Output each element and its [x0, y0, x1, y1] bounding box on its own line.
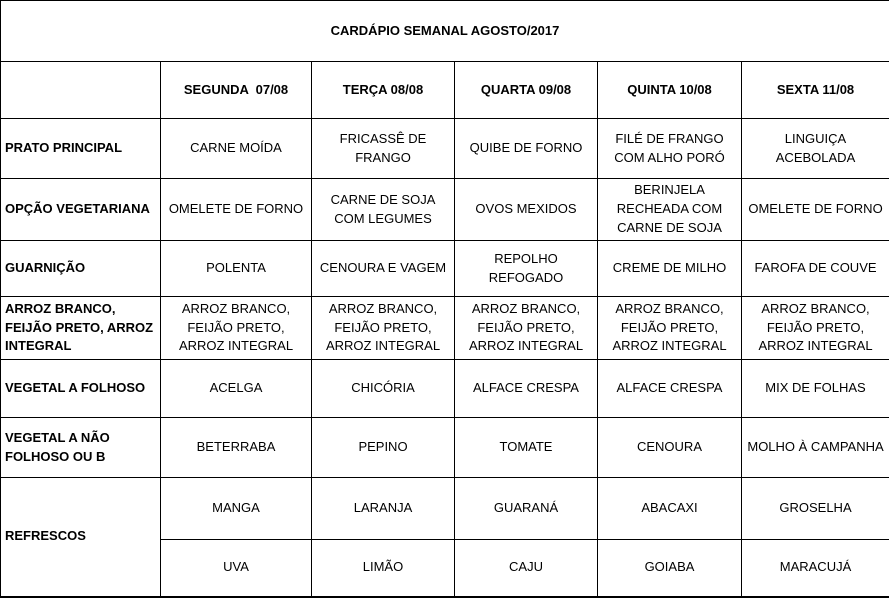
row-label-vegetal-folhoso: VEGETAL A FOLHOSO: [1, 360, 161, 418]
menu-cell: PEPINO: [312, 418, 455, 478]
menu-cell: MOLHO À CAMPANHA: [742, 418, 889, 478]
row-label-prato-principal: PRATO PRINCIPAL: [1, 119, 161, 179]
corner-cell: [1, 62, 161, 119]
menu-cell: ARROZ BRANCO, FEIJÃO PRETO, ARROZ INTEGRAL: [598, 297, 742, 360]
menu-cell: ABACAXI: [598, 478, 742, 540]
menu-cell: QUIBE DE FORNO: [455, 119, 598, 179]
menu-cell: MANGA: [161, 478, 312, 540]
row-label-guarnicao: GUARNIÇÃO: [1, 241, 161, 297]
menu-cell: CENOURA: [598, 418, 742, 478]
menu-cell: ARROZ BRANCO, FEIJÃO PRETO, ARROZ INTEGRAL: [742, 297, 889, 360]
menu-cell: ARROZ BRANCO, FEIJÃO PRETO, ARROZ INTEGRAL: [161, 297, 312, 360]
menu-cell: GROSELHA: [742, 478, 889, 540]
menu-cell: FAROFA DE COUVE: [742, 241, 889, 297]
table-row-guarnicao: [1, 241, 889, 297]
menu-cell: GOIABA: [598, 540, 742, 597]
menu-cell: UVA: [161, 540, 312, 597]
menu-cell: LINGUIÇA ACEBOLADA: [742, 119, 889, 179]
row-label-opcao-vegetariana: OPÇÃO VEGETARIANA: [1, 179, 161, 241]
menu-cell: BETERRABA: [161, 418, 312, 478]
menu-cell: LARANJA: [312, 478, 455, 540]
menu-cell: CENOURA E VAGEM: [312, 241, 455, 297]
menu-cell: CREME DE MILHO: [598, 241, 742, 297]
row-label-vegetal-nao-folhoso: VEGETAL A NÃO FOLHOSO OU B: [1, 418, 161, 478]
menu-cell: ARROZ BRANCO, FEIJÃO PRETO, ARROZ INTEGRAL: [312, 297, 455, 360]
day-header-segunda: SEGUNDA 07/08: [161, 62, 312, 119]
table-row-vegetal-folhoso: [1, 360, 889, 418]
day-header-quarta: QUARTA 09/08: [455, 62, 598, 119]
menu-cell: MARACUJÁ: [742, 540, 889, 597]
title-row: [1, 1, 889, 62]
table-row-prato-principal: [1, 119, 889, 179]
menu-cell: CHICÓRIA: [312, 360, 455, 418]
menu-cell: GUARANÁ: [455, 478, 598, 540]
menu-cell: OVOS MEXIDOS: [455, 179, 598, 241]
menu-cell: CARNE DE SOJA COM LEGUMES: [312, 179, 455, 241]
menu-cell: MIX DE FOLHAS: [742, 360, 889, 418]
menu-cell: TOMATE: [455, 418, 598, 478]
table-row-vegetal-nao-folhoso: [1, 418, 889, 478]
row-label-arroz-feijao: ARROZ BRANCO, FEIJÃO PRETO, ARROZ INTEGRAL: [1, 297, 161, 360]
table-row-refrescos-1: [1, 478, 889, 540]
day-header-sexta: SEXTA 11/08: [742, 62, 889, 119]
menu-cell: FILÉ DE FRANGO COM ALHO PORÓ: [598, 119, 742, 179]
table-row-opcao-vegetariana: [1, 179, 889, 241]
menu-cell: BERINJELA RECHEADA COM CARNE DE SOJA: [598, 179, 742, 241]
menu-cell: CAJU: [455, 540, 598, 597]
table-row-arroz-feijao: [1, 297, 889, 360]
menu-cell: CARNE MOÍDA: [161, 119, 312, 179]
menu-cell: REPOLHO REFOGADO: [455, 241, 598, 297]
menu-cell: LIMÃO: [312, 540, 455, 597]
menu-cell: ALFACE CRESPA: [598, 360, 742, 418]
menu-cell: POLENTA: [161, 241, 312, 297]
page-title: CARDÁPIO SEMANAL AGOSTO/2017: [1, 1, 889, 62]
menu-cell: FRICASSÊ DE FRANGO: [312, 119, 455, 179]
menu-cell: ALFACE CRESPA: [455, 360, 598, 418]
day-header-terca: TERÇA 08/08: [312, 62, 455, 119]
day-header-quinta: QUINTA 10/08: [598, 62, 742, 119]
menu-cell: ACELGA: [161, 360, 312, 418]
menu-cell: OMELETE DE FORNO: [742, 179, 889, 241]
header-row: [1, 62, 889, 119]
menu-cell: ARROZ BRANCO, FEIJÃO PRETO, ARROZ INTEGRAL: [455, 297, 598, 360]
row-label-refrescos: REFRESCOS: [1, 478, 161, 597]
menu-cell: OMELETE DE FORNO: [161, 179, 312, 241]
